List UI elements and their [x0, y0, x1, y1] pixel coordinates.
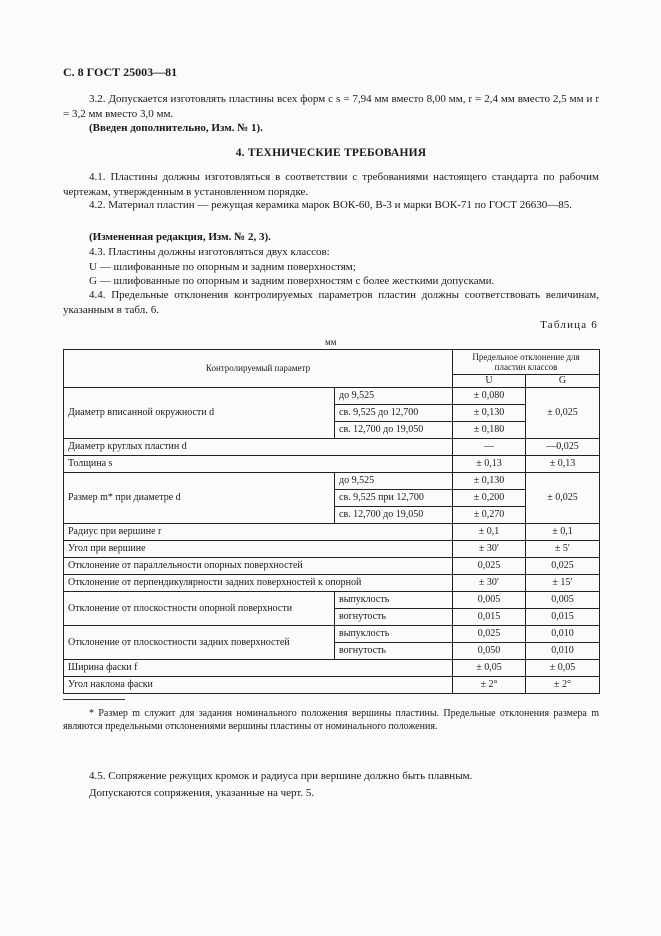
value-u: ± 0,200 — [453, 490, 526, 507]
paragraph-4-4: 4.4. Предельные отклонения контролируемых параметров пластин должны соответствовать величинам, указанным в табл. 6. — [63, 289, 599, 316]
range-cell: св. 12,700 до 19,050 — [335, 507, 453, 524]
paragraph-4-1: 4.1. Пластины должны изготовляться в соответствии с требованиями настоящего стандарта по рабочим чертежам, утвержденным в установленном порядке. — [63, 171, 599, 198]
param-label: Угол наклона фаски — [64, 677, 453, 694]
range-cell: св. 9,525 до 12,700 — [335, 405, 453, 422]
paragraph-4-5-block — [63, 768, 599, 802]
footnote-divider — [63, 699, 125, 700]
range-cell: св. 9,525 при 12,700 — [335, 490, 453, 507]
value-g: 0,010 — [526, 643, 600, 660]
param-label: Размер m* при диаметре d — [64, 473, 335, 524]
table-row — [64, 524, 600, 541]
value-u: ± 30′ — [453, 541, 526, 558]
table-row — [64, 677, 600, 694]
header-deviation: Предельное отклонение для пластин классов — [453, 350, 600, 375]
table-row — [64, 660, 600, 677]
param-label: Отклонение от параллельности опорных поверхностей — [64, 558, 453, 575]
value-g: ± 0,13 — [526, 456, 600, 473]
value-u: 0,025 — [453, 626, 526, 643]
param-label: Отклонение от плоскостности опорной поверхности — [64, 592, 335, 626]
table-unit: мм — [325, 337, 337, 347]
range-cell: выпуклость — [335, 592, 453, 609]
range-cell: до 9,525 — [335, 388, 453, 405]
value-u: ± 0,13 — [453, 456, 526, 473]
value-u: — — [453, 439, 526, 456]
value-g: ± 15′ — [526, 575, 600, 592]
value-g: 0,005 — [526, 592, 600, 609]
table-row — [64, 626, 600, 643]
value-g: 0,010 — [526, 626, 600, 643]
paragraph-3-2: 3.2. Допускается изготовлять пластины всех форм с s = 7,94 мм вместо 8,00 мм, r = 2,4 мм вместо 2,5 мм и r = 3,2 мм вместо 3,0 мм. — [63, 93, 599, 120]
paragraph-4-3: 4.3. Пластины должны изготовляться двух классов: — [89, 246, 330, 258]
table-row — [64, 456, 600, 473]
table-row — [64, 473, 600, 490]
table-label: Таблица 6 — [540, 319, 598, 331]
param-label: Ширина фаски f — [64, 660, 453, 677]
range-cell: выпуклость — [335, 626, 453, 643]
paragraph-4-2-note: (Измененная редакция, Изм. № 2, 3). — [89, 231, 271, 243]
section-title: 4. ТЕХНИЧЕСКИЕ ТРЕБОВАНИЯ — [235, 147, 427, 159]
range-cell: вогнутость — [335, 643, 453, 660]
value-u: ± 0,270 — [453, 507, 526, 524]
paragraph-4-2: 4.2. Материал пластин — режущая керамика марок ВОК-60, В-3 и марки ВОК-71 по ГОСТ 26630—85. — [89, 199, 572, 211]
paragraph-4-5: 4.5. Сопряжение режущих кромок и радиуса при вершине должно быть плавным. — [89, 770, 473, 782]
paragraph-4-5b: Допускаются сопряжения, указанные на черт. 5. — [89, 787, 315, 799]
table-row — [64, 541, 600, 558]
value-u: ± 0,180 — [453, 422, 526, 439]
value-g: ± 0,1 — [526, 524, 600, 541]
value-u: ± 0,080 — [453, 388, 526, 405]
value-g: ± 2° — [526, 677, 600, 694]
table-row — [64, 575, 600, 592]
value-u: ± 0,130 — [453, 473, 526, 490]
param-label: Диаметр круглых пластин d — [64, 439, 453, 456]
value-u: ± 0,1 — [453, 524, 526, 541]
table-row — [64, 439, 600, 456]
value-u: ± 30′ — [453, 575, 526, 592]
value-g: ± 5′ — [526, 541, 600, 558]
range-cell: св. 12,700 до 19,050 — [335, 422, 453, 439]
value-g: ± 0,025 — [526, 388, 600, 439]
value-u: 0,015 — [453, 609, 526, 626]
header-param: Контролируемый параметр — [64, 350, 453, 388]
header-class-u: U — [453, 375, 526, 388]
param-label: Отклонение от плоскостности задних поверхностей — [64, 626, 335, 660]
param-label: Радиус при вершине r — [64, 524, 453, 541]
header-class-g: G — [526, 375, 600, 388]
tolerance-table — [63, 349, 600, 694]
range-cell: вогнутость — [335, 609, 453, 626]
paragraph-4-3-g: G — шлифованные по опорным и задним поверхностям с более жесткими допусками. — [89, 275, 495, 287]
param-label: Угол при вершине — [64, 541, 453, 558]
value-u: 0,025 — [453, 558, 526, 575]
value-u: 0,005 — [453, 592, 526, 609]
table-row — [64, 592, 600, 609]
footnote-text: * Размер m служит для задания номинального положения вершины пластины. Предельные отклонения размера m являются предельными отклонениями вершины пластины от номинального положения. — [63, 708, 599, 732]
param-label: Диаметр вписанной окружности d — [64, 388, 335, 439]
value-u: ± 0,130 — [453, 405, 526, 422]
value-u: 0,050 — [453, 643, 526, 660]
footnote — [63, 707, 599, 733]
value-u: ± 0,05 — [453, 660, 526, 677]
value-g: —0,025 — [526, 439, 600, 456]
table-header-row — [64, 350, 600, 375]
page-header: С. 8 ГОСТ 25003—81 — [63, 65, 178, 79]
table-row — [64, 388, 600, 405]
paragraph-4-3-u: U — шлифованные по опорным и задним поверхностям; — [89, 261, 356, 273]
param-label: Отклонение от перпендикулярности задних поверхностей к опорной — [64, 575, 453, 592]
table-row — [64, 558, 600, 575]
value-g: 0,025 — [526, 558, 600, 575]
value-u: ± 2° — [453, 677, 526, 694]
value-g: ± 0,05 — [526, 660, 600, 677]
param-label: Толщина s — [64, 456, 453, 473]
value-g: 0,015 — [526, 609, 600, 626]
value-g: ± 0,025 — [526, 473, 600, 524]
range-cell: до 9,525 — [335, 473, 453, 490]
paragraph-3-2-note: (Введен дополнительно, Изм. № 1). — [89, 122, 263, 134]
